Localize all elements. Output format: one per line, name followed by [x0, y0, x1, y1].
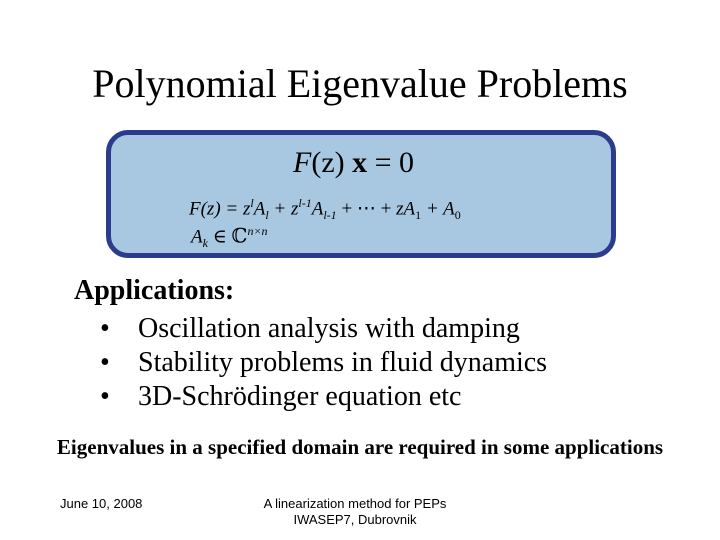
footer-talk-title: A linearization method for PEPs: [263, 496, 447, 511]
list-item-text: 3D-Schrödinger equation etc: [138, 381, 462, 412]
poly-sub-l-1: l-1: [323, 208, 337, 223]
eq-symbol-x: x: [352, 146, 368, 179]
list-item-text: Stability problems in fluid dynamics: [138, 347, 548, 378]
poly-a-l: A: [253, 198, 266, 220]
poly-sub-l: l: [265, 208, 269, 223]
set-sub-k: k: [202, 236, 208, 251]
poly-lhs: F(z) = z: [189, 198, 251, 220]
coefficient-set: [191, 219, 268, 255]
poly-plus-z: + z: [268, 198, 299, 220]
footer-center: [230, 496, 480, 528]
footer-date: June 10, 2008: [60, 496, 143, 511]
slide-title: Polynomial Eigenvalue Problems: [92, 61, 628, 106]
domain-note: Eigenvalues in a specified domain are required in some applications: [56, 435, 664, 459]
list-item: [100, 312, 547, 346]
set-element-of: ∈: [207, 226, 232, 248]
equation-box: [106, 130, 616, 258]
applications-heading: Applications:: [74, 275, 235, 306]
eq-symbol-z: (z): [311, 146, 345, 179]
complex-field-symbol: ℂ: [231, 223, 248, 248]
footer-venue: IWASEP7, Dubrovnik: [293, 512, 417, 527]
applications-list: [100, 312, 547, 414]
bullet-icon: •: [100, 381, 110, 412]
poly-plus-a: + A: [421, 198, 455, 220]
set-a: A: [191, 226, 203, 248]
poly-za: zA: [396, 198, 416, 220]
poly-dots: + ⋯ +: [336, 198, 397, 220]
eq-rhs: = 0: [367, 146, 415, 179]
poly-sub-1: 1: [415, 208, 422, 223]
list-item: [100, 380, 547, 414]
list-item: [100, 346, 547, 380]
bullet-icon: •: [100, 347, 110, 378]
poly-exp-l-1: l-1: [298, 196, 312, 210]
list-item-text: Oscillation analysis with damping: [138, 313, 520, 344]
main-equation: [293, 143, 414, 183]
set-dimension: n×n: [247, 224, 268, 238]
eq-symbol-f: F: [293, 146, 312, 179]
poly-exp-l: l: [250, 196, 254, 210]
poly-a-l-1: A: [311, 198, 324, 220]
poly-sub-0: 0: [454, 208, 461, 223]
bullet-icon: •: [100, 313, 110, 344]
